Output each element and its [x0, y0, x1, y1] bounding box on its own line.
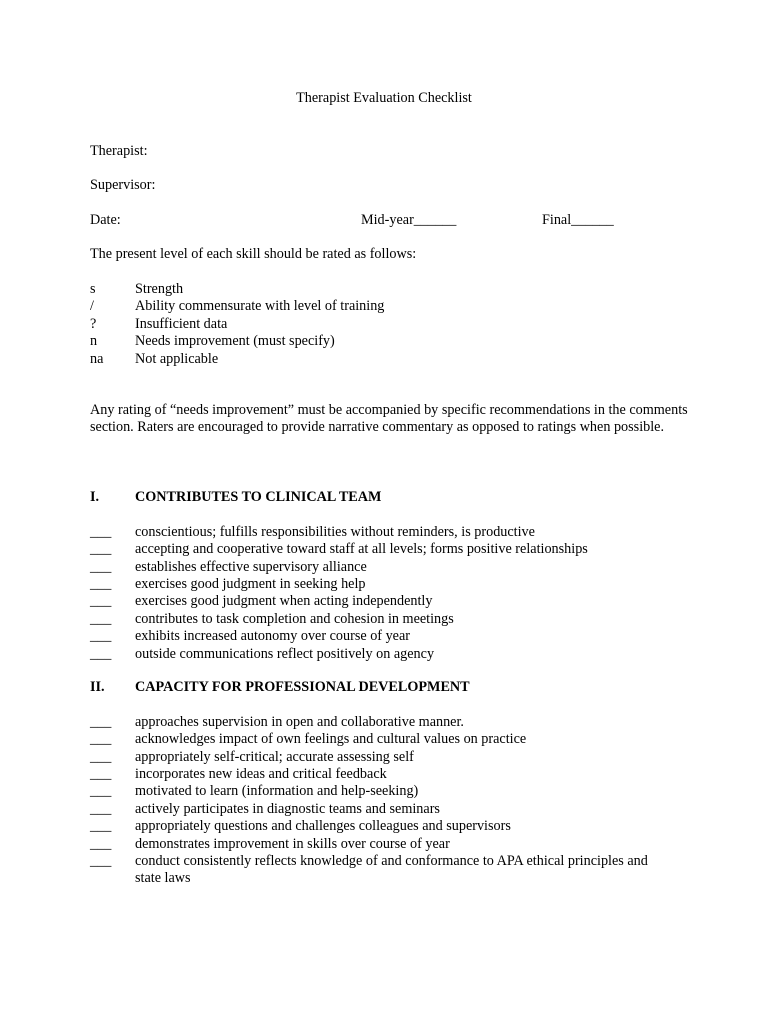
- checklist-item-text: contributes to task completion and cohesion in meetings: [135, 610, 454, 627]
- checklist-item-text: motivated to learn (information and help-seeking): [135, 783, 419, 800]
- checklist-item-text: conscientious; fulfills responsibilities without reminders, is productive: [135, 523, 535, 540]
- checklist-item-text: exhibits increased autonomy over course of year: [135, 628, 410, 645]
- checklist-item: [90, 576, 675, 593]
- rating-blank: ___: [90, 713, 112, 730]
- section-professional-development: [90, 679, 675, 888]
- rating-blank: ___: [90, 541, 112, 558]
- checklist-item-text: accepting and cooperative toward staff at all levels; forms positive relationships: [135, 541, 588, 558]
- rating-scale-row: [90, 316, 384, 333]
- rating-scale-row: [90, 333, 384, 350]
- checklist-item-text: exercises good judgment in seeking help: [135, 576, 366, 592]
- checklist-item-text: acknowledges impact of own feelings and cultural values on practice: [135, 731, 527, 748]
- rating-code: ?: [90, 315, 97, 332]
- rating-blank: ___: [90, 558, 112, 575]
- section-number: II.: [90, 679, 105, 695]
- rating-blank: ___: [90, 628, 112, 645]
- checklist-item: [90, 541, 675, 558]
- checklist-item-text: actively participates in diagnostic teams and seminars: [135, 800, 440, 817]
- rating-scale-row: [90, 351, 384, 368]
- rating-intro: The present level of each skill should be rated as follows:: [90, 246, 417, 262]
- rating-meaning: Not applicable: [135, 350, 219, 367]
- checklist-item: [90, 749, 675, 766]
- section-title: CAPACITY FOR PROFESSIONAL DEVELOPMENT: [135, 679, 470, 695]
- checklist-item: [90, 801, 675, 818]
- instructions-paragraph: Any rating of “needs improvement” must be accompanied by specific recommendations in the comments section. Raters are encouraged to provide narrative commentary as opposed to ratings when possible.: [90, 402, 688, 436]
- rating-scale-row: [90, 298, 384, 315]
- rating-blank: ___: [90, 853, 112, 870]
- rating-meaning: Needs improvement (must specify): [135, 333, 335, 350]
- checklist-item: [90, 783, 675, 800]
- rating-blank: ___: [90, 731, 112, 748]
- checklist-item: [90, 714, 675, 731]
- checklist-item: [90, 559, 675, 576]
- checklist-item: [90, 646, 675, 663]
- therapist-label: Therapist:: [90, 143, 148, 159]
- rating-meaning: Ability commensurate with level of training: [135, 298, 385, 315]
- date-label: Date:: [90, 212, 121, 228]
- section-heading: [90, 489, 675, 506]
- rating-blank: ___: [90, 645, 112, 662]
- checklist-item: [90, 524, 675, 541]
- document-title: Therapist Evaluation Checklist: [296, 90, 472, 106]
- rating-scale-row: [90, 281, 384, 298]
- rating-blank: ___: [90, 523, 112, 540]
- checklist-item-text: approaches supervision in open and collaborative manner.: [135, 713, 464, 730]
- checklist-item-text: conduct consistently reflects knowledge of and conformance to APA ethical principles and state laws: [135, 853, 648, 887]
- checklist-item: [90, 628, 675, 645]
- checklist-item: [90, 593, 675, 610]
- midyear-field: Mid-year______: [361, 212, 457, 228]
- section-heading: [90, 679, 675, 696]
- rating-scale: [90, 281, 384, 368]
- rating-code: n: [90, 333, 98, 350]
- rating-blank: ___: [90, 748, 112, 765]
- section-number: I.: [90, 489, 100, 505]
- rating-code: s: [90, 281, 96, 297]
- rating-blank: ___: [90, 818, 112, 835]
- rating-blank: ___: [90, 800, 112, 817]
- rating-blank: ___: [90, 835, 112, 852]
- rating-meaning: Strength: [135, 281, 184, 297]
- checklist-item: [90, 853, 675, 888]
- checklist-item: [90, 766, 675, 783]
- supervisor-label: Supervisor:: [90, 177, 156, 193]
- section-title: CONTRIBUTES TO CLINICAL TEAM: [135, 489, 382, 505]
- rating-blank: ___: [90, 593, 112, 610]
- checklist-item-text: appropriately self-critical; accurate assessing self: [135, 748, 414, 765]
- rating-blank: ___: [90, 766, 112, 782]
- rating-code: /: [90, 298, 94, 315]
- checklist-item-text: exercises good judgment when acting independently: [135, 593, 433, 610]
- final-field: Final______: [542, 212, 614, 228]
- rating-meaning: Insufficient data: [135, 315, 228, 332]
- checklist-item: [90, 611, 675, 628]
- section-clinical-team: [90, 489, 675, 663]
- rating-blank: ___: [90, 783, 112, 800]
- checklist-item-text: establishes effective supervisory alliance: [135, 558, 367, 575]
- checklist-item: [90, 836, 675, 853]
- checklist-item: [90, 731, 675, 748]
- checklist-item-text: demonstrates improvement in skills over course of year: [135, 835, 450, 852]
- checklist-item: [90, 818, 675, 835]
- rating-blank: ___: [90, 610, 112, 627]
- checklist-item-text: incorporates new ideas and critical feedback: [135, 766, 387, 782]
- rating-code: na: [90, 350, 104, 367]
- checklist-item-text: appropriately questions and challenges colleagues and supervisors: [135, 818, 511, 835]
- rating-blank: ___: [90, 576, 112, 592]
- checklist-item-text: outside communications reflect positively on agency: [135, 645, 435, 662]
